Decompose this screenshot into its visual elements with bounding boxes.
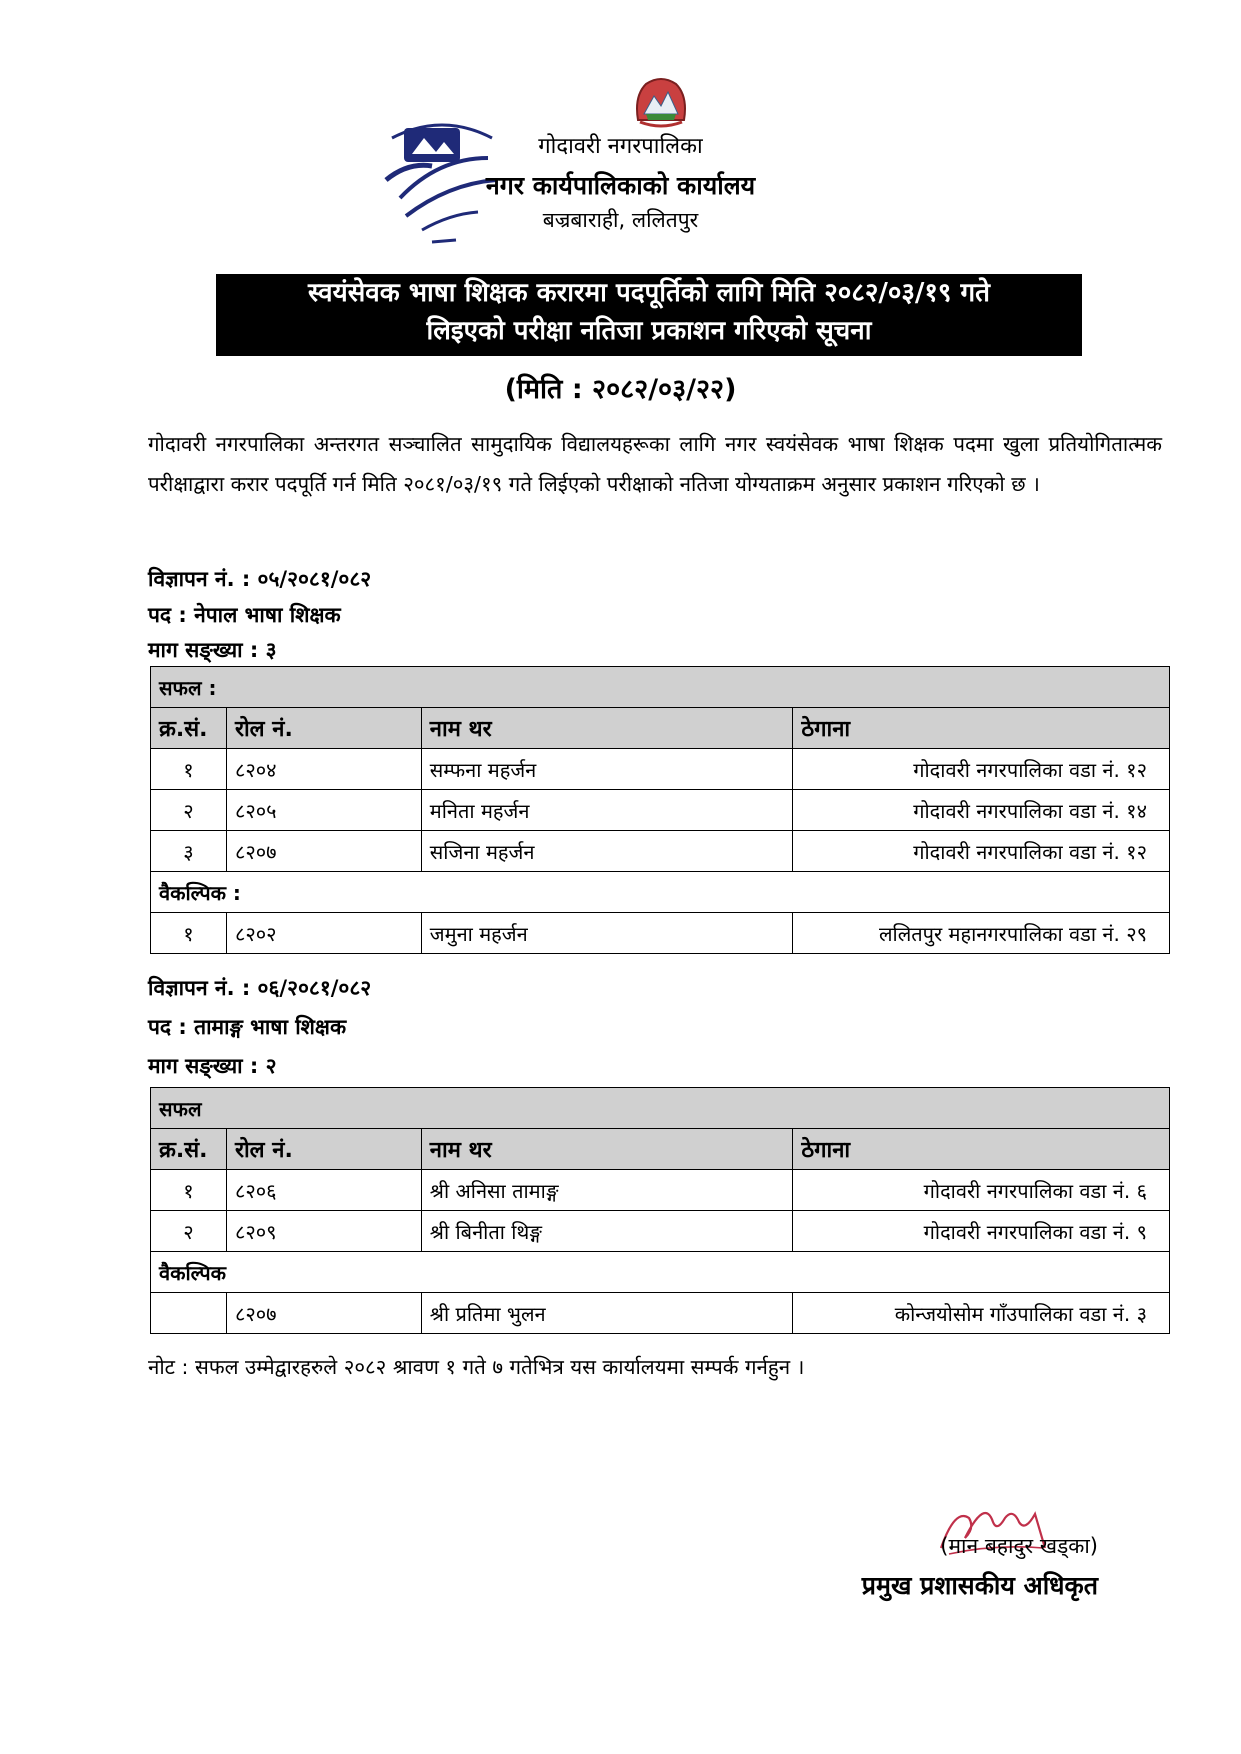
address-cell: गोदावरी नगरपालिका वडा नं. १४ — [793, 790, 1170, 831]
post-title: पद : तामाङ्ग भाषा शिक्षक — [148, 1015, 347, 1039]
signer-name: (मान बहादुर खड्का) — [940, 1534, 1098, 1558]
name-cell: श्री अनिसा तामाङ्ग — [421, 1170, 793, 1211]
column-header: ठेगाना — [793, 708, 1170, 749]
name-cell: मनिता महर्जन — [421, 790, 793, 831]
success-label: सफल — [151, 1088, 1170, 1129]
result-table — [150, 1087, 1170, 1334]
table-header-row — [151, 1129, 1170, 1170]
table-row — [151, 1211, 1170, 1252]
table-row — [151, 1293, 1170, 1334]
column-header: नाम थर — [421, 1129, 793, 1170]
name-cell: सजिना महर्जन — [421, 831, 793, 872]
address-cell: गोदावरी नगरपालिका वडा नं. १२ — [793, 831, 1170, 872]
office-address: बज्रबाराही, ललितपुर — [542, 208, 699, 232]
demand-count: माग सङ्ख्या : २ — [148, 1054, 277, 1078]
serial-cell: १ — [151, 749, 227, 790]
serial-cell: १ — [151, 913, 227, 954]
serial-cell: १ — [151, 1170, 227, 1211]
roll-cell: ८२०६ — [226, 1170, 421, 1211]
nepal-emblem-icon — [632, 76, 690, 128]
result-table — [150, 666, 1170, 954]
table-row — [151, 913, 1170, 954]
success-label: सफल : — [151, 667, 1170, 708]
roll-cell: ८२०७ — [226, 831, 421, 872]
alternate-section-row — [151, 1252, 1170, 1293]
table-row — [151, 1170, 1170, 1211]
name-cell: श्री प्रतिमा भुलन — [421, 1293, 793, 1334]
name-cell: श्री बिनीता थिङ्ग — [421, 1211, 793, 1252]
note-text: नोट : सफल उम्मेद्वारहरुले २०८२ श्रावण १ गते ७ गतेभित्र यस कार्यालयमा सम्पर्क गर्नहुन । — [148, 1355, 805, 1379]
column-header: क्र.सं. — [151, 708, 227, 749]
office-name: नगर कार्यपालिकाको कार्यालय — [485, 171, 756, 200]
table-row — [151, 749, 1170, 790]
success-section-row — [151, 1088, 1170, 1129]
notice-date: (मिति : २०८२/०३/२२) — [504, 374, 737, 405]
intro-paragraph: गोदावरी नगरपालिका अन्तरगत सञ्चालित सामुदायिक विद्यालयहरूका लागि नगर स्वयंसेवक भाषा शिक्षक पदमा खुला प्रतियोगितात्मक परीक्षाद्वारा करार पदपूर्ति गर्न मिति २०८१/०३/१९ गते लिईएको परीक्षाको नतिजा योग्यताक्रम अनुसार प्रकाशन गरिएको छ । — [148, 432, 1162, 496]
name-cell: जमुना महर्जन — [421, 913, 793, 954]
table-header-row — [151, 708, 1170, 749]
ad-number: विज्ञापन नं. : ०६/२०८१/०८२ — [148, 976, 372, 1000]
ad-number: विज्ञापन नं. : ०५/२०८१/०८२ — [148, 567, 372, 591]
roll-cell: ८२०४ — [226, 749, 421, 790]
roll-cell: ८२०५ — [226, 790, 421, 831]
success-section-row — [151, 667, 1170, 708]
alternate-label: वैकल्पिक — [151, 1252, 1170, 1293]
serial-cell: २ — [151, 790, 227, 831]
address-cell: गोदावरी नगरपालिका वडा नं. ६ — [793, 1170, 1170, 1211]
name-cell: सम्फना महर्जन — [421, 749, 793, 790]
roll-cell: ८२०२ — [226, 913, 421, 954]
roll-cell: ८२०९ — [226, 1211, 421, 1252]
demand-count: माग सङ्ख्या : ३ — [148, 638, 277, 662]
signer-title: प्रमुख प्रशासकीय अधिकृत — [861, 1571, 1098, 1600]
column-header: रोल नं. — [226, 708, 421, 749]
serial-cell — [151, 1293, 227, 1334]
alternate-section-row — [151, 872, 1170, 913]
address-cell: गोदावरी नगरपालिका वडा नं. ९ — [793, 1211, 1170, 1252]
address-cell: कोन्जयोसोम गाँउपालिका वडा नं. ३ — [793, 1293, 1170, 1334]
address-cell: गोदावरी नगरपालिका वडा नं. १२ — [793, 749, 1170, 790]
column-header: क्र.सं. — [151, 1129, 227, 1170]
serial-cell: ३ — [151, 831, 227, 872]
notice-title — [216, 274, 1082, 356]
table-row — [151, 831, 1170, 872]
notice-title-line-2: लिइएको परीक्षा नतिजा प्रकाशन गरिएको सूचना — [426, 316, 872, 346]
column-header: ठेगाना — [793, 1129, 1170, 1170]
column-header: रोल नं. — [226, 1129, 421, 1170]
notice-title-line-1: स्वयंसेवक भाषा शिक्षक करारमा पदपूर्तिको लागि मिति २०८२/०३/१९ गते — [308, 278, 990, 308]
column-header: नाम थर — [421, 708, 793, 749]
post-title: पद : नेपाल भाषा शिक्षक — [148, 603, 341, 627]
org-name: गोदावरी नगरपालिका — [538, 134, 703, 159]
roll-cell: ८२०७ — [226, 1293, 421, 1334]
serial-cell: २ — [151, 1211, 227, 1252]
address-cell: ललितपुर महानगरपालिका वडा नं. २९ — [793, 913, 1170, 954]
table-row — [151, 790, 1170, 831]
alternate-label: वैकल्पिक : — [151, 872, 1170, 913]
